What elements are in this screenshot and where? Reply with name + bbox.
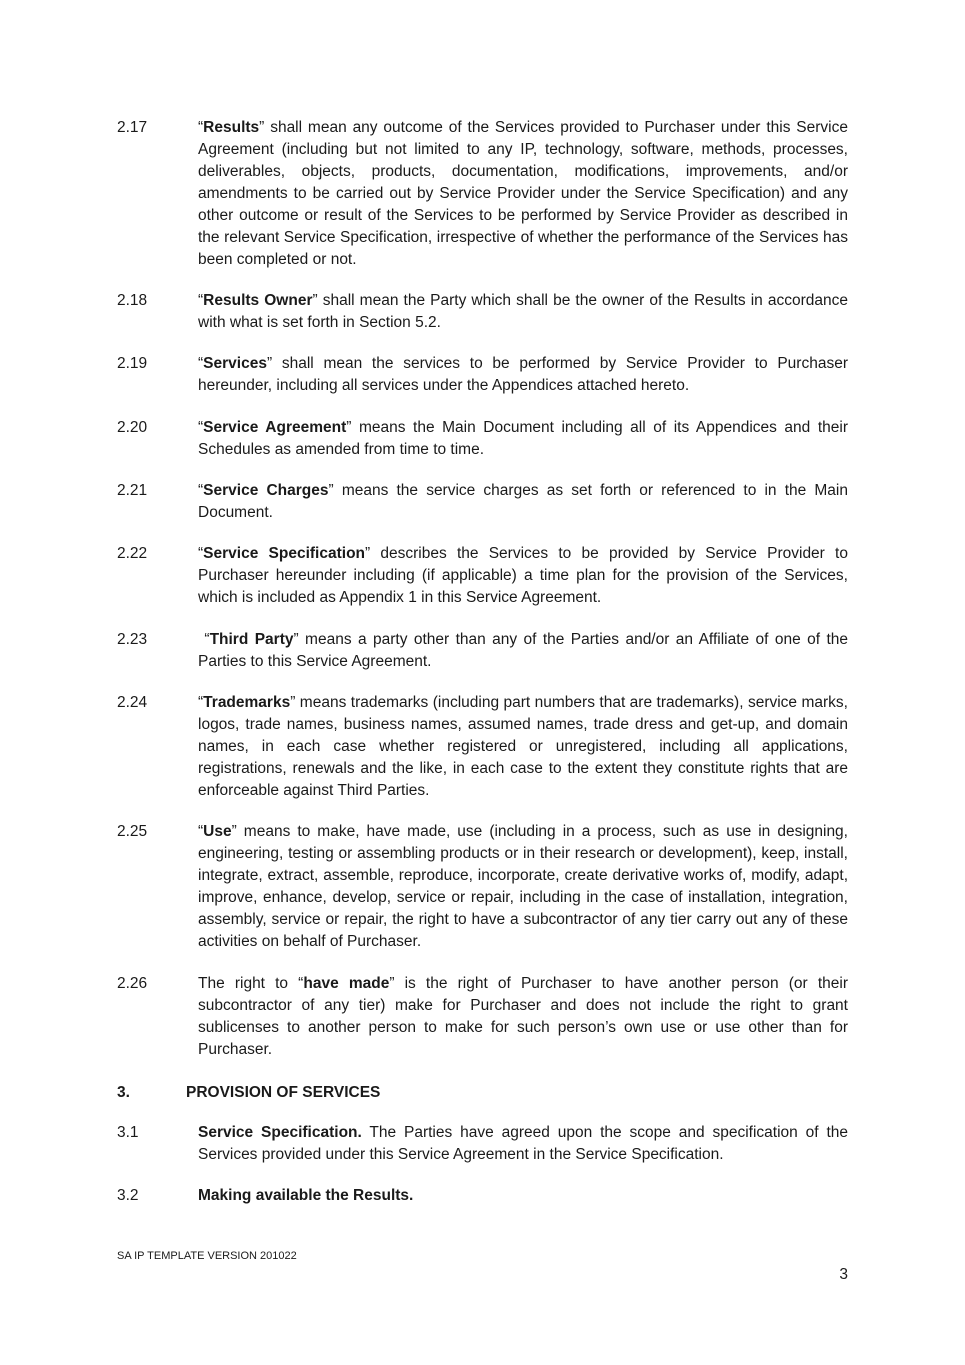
- clause-text-prefix: “: [198, 119, 204, 136]
- clause-heading: Service Specification.: [198, 1124, 362, 1141]
- clause-2-22: [117, 543, 848, 609]
- clause-number: 3.1: [117, 1124, 139, 1141]
- clause-text: [198, 1185, 848, 1207]
- clause-number: 2.26: [117, 975, 148, 992]
- clause-text-prefix: The right to “: [198, 975, 304, 992]
- clause-2-19: [117, 353, 848, 397]
- clause-2-23: [117, 629, 848, 673]
- defined-term: Results: [203, 119, 260, 136]
- defined-term: have made: [303, 975, 390, 992]
- clause-2-26: [117, 973, 848, 1061]
- clause-definition: ” means the service charges as set forth or referenced to in the Main Document.: [198, 482, 848, 521]
- clause-definition: ” shall mean any outcome of the Services provided to Purchaser under this Service Agreement (including but not limited to any IP, technology, software, methods, processes, deliverables, objects, products, documentation, modifications, improvements, and/or amendments to be carried out by Service Provider under the Service Specification) and any other outcome or result of the Services to be performed by Service Provider as described in the relevant Service Specification, irrespective of whether the performance of the Services has been completed or not.: [198, 119, 848, 268]
- clause-text: [198, 692, 848, 802]
- defined-term: Use: [203, 823, 232, 840]
- clause-number: 2.25: [117, 823, 148, 840]
- clause-definition: ” describes the Services to be provided by Service Provider to Purchaser hereunder including (if applicable) a time plan for the provision of the Services, which is included as Appendix 1 in this Service Agreement.: [198, 545, 848, 606]
- defined-term: Service Agreement: [203, 419, 347, 436]
- clause-text-prefix: “: [198, 292, 204, 309]
- defined-term: Third Party: [209, 631, 294, 648]
- clause-definition: ” is the right of Purchaser to have another person (or their subcontractor of any tier) make for Purchaser and does not include the right to grant sublicenses to another person to make for such person’s own use or use other than for Purchaser.: [198, 975, 848, 1058]
- clause-2-21: [117, 480, 848, 524]
- clause-text: [198, 973, 848, 1061]
- defined-term: Services: [203, 355, 267, 372]
- section-title: PROVISION OF SERVICES: [186, 1084, 381, 1101]
- clause-heading: Making available the Results.: [198, 1187, 414, 1204]
- defined-term: Service Charges: [203, 482, 329, 499]
- clause-definition: ” means to make, have made, use (including in a process, such as use in designing, engineering, testing or assembling products or in their research or development), keep, install, integrate, extract, assemble, reproduce, incorporate, create derivative works of, modify, adapt, improve, enhance, develop, service or repair, including in the case of installation, integration, assembly, service or repair, the right to have a subcontractor of any tier carry out any of these activities on behalf of Purchaser.: [198, 823, 848, 950]
- section-heading: [117, 1082, 380, 1104]
- clause-2-25: [117, 821, 848, 953]
- clause-text-prefix: “: [198, 631, 210, 648]
- clause-2-20: [117, 417, 848, 461]
- clause-text: [198, 417, 848, 461]
- clause-definition: ” shall mean the services to be performed by Service Provider to Purchaser hereunder, including all services under the Appendices attached hereto.: [198, 355, 848, 394]
- clause-3-2: [117, 1185, 848, 1207]
- clause-text-prefix: “: [198, 419, 204, 436]
- clause-number: 2.19: [117, 355, 148, 372]
- clause-text-prefix: “: [198, 823, 204, 840]
- clause-definition: ” means a party other than any of the Parties and/or an Affiliate of one of the Parties to this Service Agreement.: [198, 631, 848, 670]
- clause-number: 3.2: [117, 1187, 139, 1204]
- clause-number: 2.21: [117, 482, 148, 499]
- clause-number: 2.18: [117, 292, 148, 309]
- section-number: 3.: [117, 1084, 130, 1101]
- clause-text: [198, 1122, 848, 1166]
- defined-term: Service Specification: [203, 545, 366, 562]
- clause-definition: ” shall mean the Party which shall be the owner of the Results in accordance with what is set forth in Section 5.2.: [198, 292, 848, 331]
- page-number: 3: [839, 1266, 848, 1283]
- clause-2-24: [117, 692, 848, 802]
- clause-number: 2.20: [117, 419, 148, 436]
- defined-term: Trademarks: [203, 694, 291, 711]
- clause-text: [198, 353, 848, 397]
- clause-text-prefix: “: [198, 355, 204, 372]
- clause-3-1: [117, 1122, 848, 1166]
- clause-number: 2.23: [117, 631, 148, 648]
- clause-definition: ” means the Main Document including all of its Appendices and their Schedules as amended from time to time.: [198, 419, 848, 458]
- clause-text: [198, 821, 848, 953]
- clause-text-prefix: “: [198, 694, 204, 711]
- clause-text: [198, 117, 848, 271]
- clause-content: The Parties have agreed upon the scope and specification of the Services provided under this Service Agreement in the Service Specification.: [198, 1124, 848, 1163]
- defined-term: Results Owner: [203, 292, 313, 309]
- clause-2-17: [117, 117, 848, 271]
- clause-2-18: [117, 290, 848, 334]
- clause-text: [198, 629, 848, 673]
- clause-number: 2.17: [117, 119, 148, 136]
- clause-text-prefix: “: [198, 482, 204, 499]
- clause-number: 2.24: [117, 694, 148, 711]
- clause-number: 2.22: [117, 545, 148, 562]
- clause-text: [198, 290, 848, 334]
- clause-text: [198, 543, 848, 609]
- footer-reference: SA IP TEMPLATE VERSION 201022: [117, 1250, 297, 1262]
- clause-text-prefix: “: [198, 545, 204, 562]
- clause-definition: ” means trademarks (including part numbers that are trademarks), service marks, logos, trade names, business names, assumed names, trade dress and get-up, and domain names, in each case whether registered or unregistered, including all applications, registrations, renewals and the like, in each case to the extent they constitute rights that are enforceable against Third Parties.: [198, 694, 848, 799]
- clause-text: [198, 480, 848, 524]
